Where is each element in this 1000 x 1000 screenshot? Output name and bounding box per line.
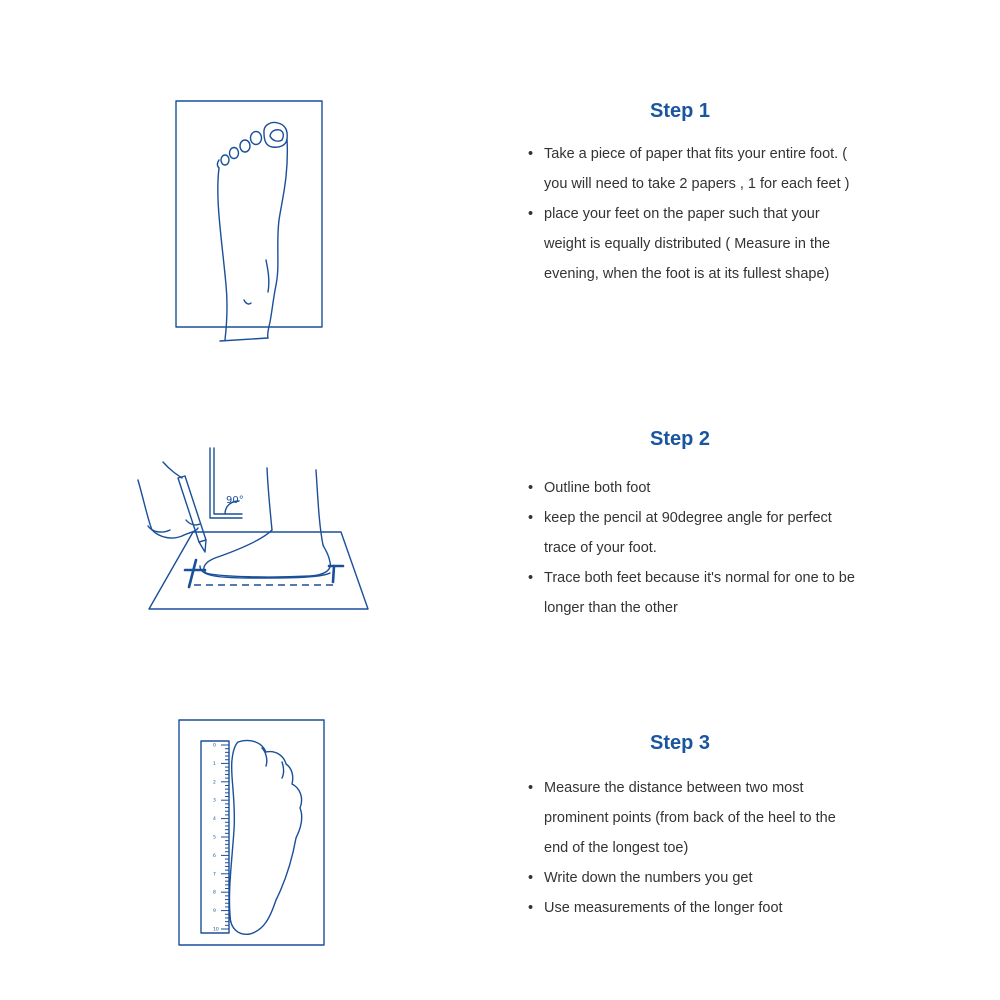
step-2-bullet-list (528, 473, 858, 623)
step-1-bullet-list (528, 139, 858, 289)
step-3-bullet-list (528, 773, 858, 923)
list-item: • Use measurements of the longer foot (528, 893, 858, 923)
ruler-number: 6 (213, 853, 216, 859)
ruler-number: 5 (213, 835, 216, 841)
ruler-number: 8 (213, 890, 216, 896)
ruler-number: 2 (213, 780, 216, 786)
step-3-title: Step 3 (649, 732, 711, 754)
list-item: • Outline both foot (528, 473, 858, 503)
ruler-number: 4 (213, 817, 216, 823)
ruler-number: 10 (213, 927, 219, 933)
step-1-title: Step 1 (649, 100, 711, 122)
step-2-title: Step 2 (649, 428, 711, 450)
ruler-ticks (213, 743, 229, 933)
list-item: • Trace both feet because it's normal for one to be longer than the other (528, 563, 858, 623)
list-item: • place your feet on the paper such that your weight is equally distributed ( Measure in the evening, when the foot is at its fullest shape) (528, 199, 858, 289)
ruler-number: 0 (213, 743, 216, 749)
list-item: • Write down the numbers you get (528, 863, 858, 893)
ruler-number: 1 (213, 761, 216, 767)
ruler-number: 7 (213, 872, 216, 878)
ruler-number: 3 (213, 798, 216, 804)
angle-label: 90° (226, 495, 244, 506)
ruler-number: 9 (213, 909, 216, 915)
list-item: • Measure the distance between two most prominent points (from back of the heel to the end of the longest toe) (528, 773, 858, 863)
list-item: • keep the pencil at 90degree angle for perfect trace of your foot. (528, 503, 858, 563)
list-item: • Take a piece of paper that fits your entire foot. ( you will need to take 2 papers , 1 for each feet ) (528, 139, 858, 199)
